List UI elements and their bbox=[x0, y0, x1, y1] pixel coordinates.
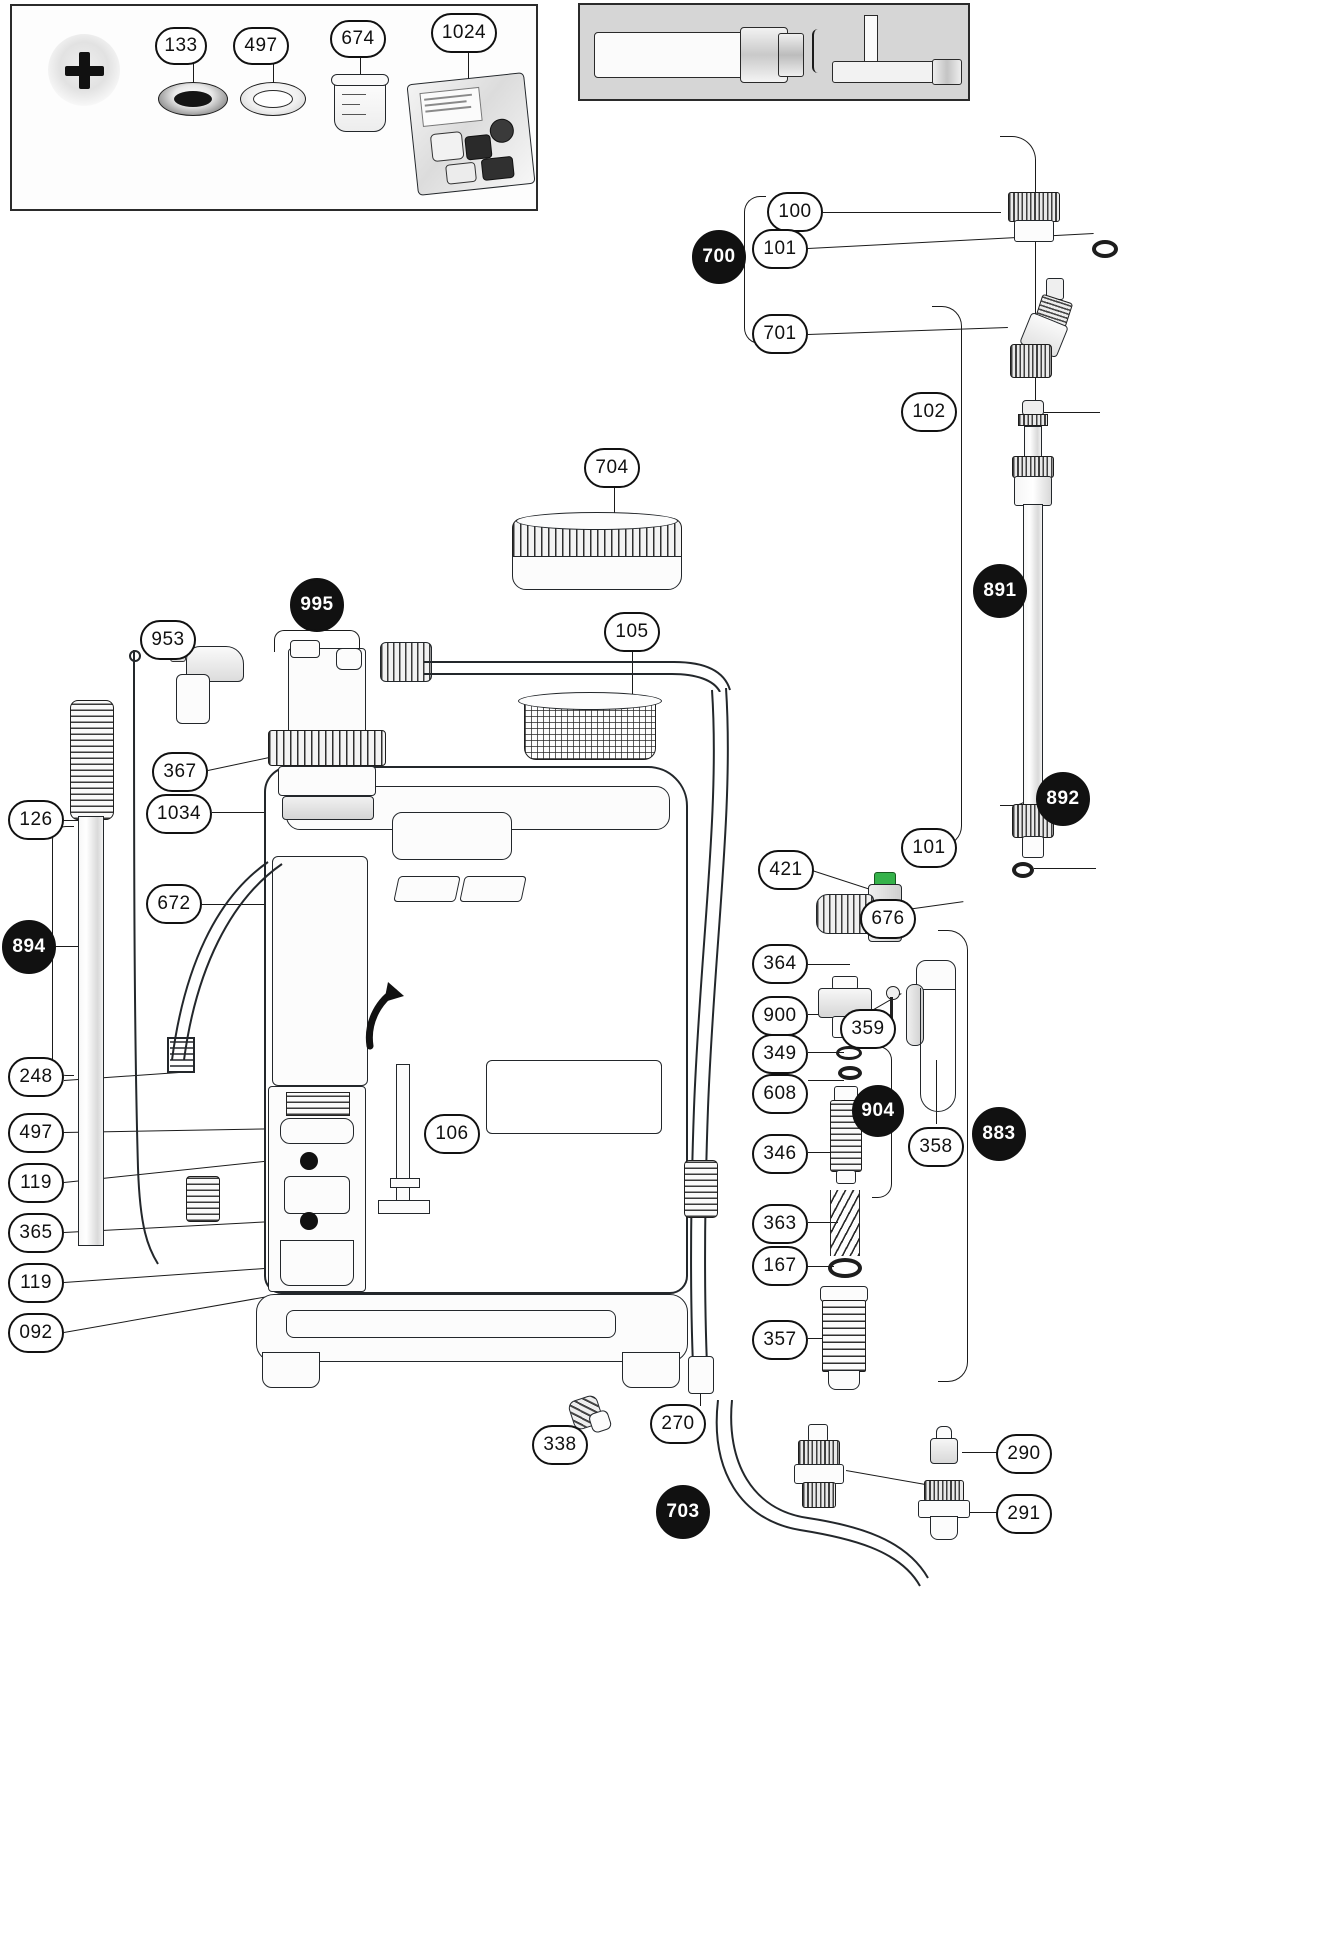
part-497-gasket bbox=[280, 1118, 354, 1144]
callout-700[interactable]: 700 bbox=[692, 230, 746, 284]
callout-674[interactable]: 674 bbox=[330, 20, 386, 58]
callout-363[interactable]: 363 bbox=[752, 1204, 808, 1244]
callout-365[interactable]: 365 bbox=[8, 1213, 64, 1253]
callout-101[interactable]: 101 bbox=[901, 828, 957, 868]
pump-collar-lower bbox=[282, 796, 374, 820]
part-358-trigger-handle bbox=[896, 960, 960, 1140]
part-100-nozzle bbox=[1008, 192, 1060, 244]
callout-105[interactable]: 105 bbox=[604, 612, 660, 652]
feed-hose-top bbox=[424, 652, 734, 692]
assembly-detail-inset bbox=[578, 3, 970, 101]
tank-label-2 bbox=[459, 876, 527, 902]
callout-349[interactable]: 349 bbox=[752, 1034, 808, 1074]
part-105-strainer-basket bbox=[518, 692, 662, 772]
part-119-ball-upper bbox=[300, 1152, 318, 1170]
callout-703[interactable]: 703 bbox=[656, 1485, 710, 1539]
callout-367[interactable]: 367 bbox=[152, 752, 208, 792]
lance-nut-detail bbox=[778, 33, 804, 77]
leader-364 bbox=[808, 964, 850, 965]
seal-ring-icon bbox=[158, 82, 228, 116]
leader-701 bbox=[808, 327, 1008, 335]
part-703-coupling bbox=[792, 1424, 846, 1510]
pump-rod-top bbox=[290, 640, 320, 658]
callout-359[interactable]: 359 bbox=[840, 1009, 896, 1049]
hose-sleeve bbox=[684, 1160, 718, 1218]
part-126-corrugated-hose bbox=[70, 700, 114, 820]
part-1034-collar bbox=[278, 766, 376, 796]
callout-676[interactable]: 676 bbox=[860, 899, 916, 939]
callout-270[interactable]: 270 bbox=[650, 1404, 706, 1444]
tank-panel bbox=[486, 1060, 662, 1134]
part-092-foot-valve bbox=[280, 1240, 354, 1286]
part-119-ball-lower bbox=[300, 1212, 318, 1230]
part-365-valve-seat bbox=[284, 1176, 350, 1214]
callout-900[interactable]: 900 bbox=[752, 996, 808, 1036]
part-126-hose-tube bbox=[78, 816, 104, 1246]
callout-904[interactable]: 904 bbox=[852, 1085, 904, 1137]
callout-101[interactable]: 101 bbox=[752, 229, 808, 269]
callout-100[interactable]: 100 bbox=[767, 192, 823, 232]
grip-detail bbox=[932, 59, 962, 85]
callout-338[interactable]: 338 bbox=[532, 1425, 588, 1465]
callout-995[interactable]: 995 bbox=[290, 578, 344, 632]
plus-icon bbox=[48, 34, 120, 106]
callout-290[interactable]: 290 bbox=[996, 1434, 1052, 1474]
tank-label-1 bbox=[393, 876, 461, 902]
callout-358[interactable]: 358 bbox=[908, 1127, 964, 1167]
part-363-spring bbox=[830, 1190, 860, 1256]
part-101-o-ring bbox=[1092, 240, 1118, 258]
callout-1034[interactable]: 1034 bbox=[146, 794, 212, 834]
main-delivery-hose bbox=[668, 688, 740, 1394]
pump-rod-knob bbox=[336, 648, 362, 670]
leader-100 bbox=[823, 212, 1001, 213]
callout-497[interactable]: 497 bbox=[233, 27, 289, 65]
callout-102[interactable]: 102 bbox=[901, 392, 957, 432]
flow-arrow-icon bbox=[360, 980, 410, 1050]
callout-421[interactable]: 421 bbox=[758, 850, 814, 890]
part-101-o-ring-lower bbox=[1012, 862, 1034, 878]
leader-092 bbox=[64, 1293, 287, 1334]
callout-291[interactable]: 291 bbox=[996, 1494, 1052, 1534]
leader-101-lower bbox=[1034, 868, 1096, 869]
callout-167[interactable]: 167 bbox=[752, 1246, 808, 1286]
callout-119[interactable]: 119 bbox=[8, 1263, 64, 1303]
callout-701[interactable]: 701 bbox=[752, 314, 808, 354]
gasket-ring-icon bbox=[240, 82, 306, 116]
part-357-filter-sleeve bbox=[816, 1286, 872, 1390]
callout-126[interactable]: 126 bbox=[8, 800, 64, 840]
callout-119[interactable]: 119 bbox=[8, 1163, 64, 1203]
part-701-angled-nozzle bbox=[1008, 278, 1082, 386]
measuring-cup-icon bbox=[332, 72, 390, 134]
callout-704[interactable]: 704 bbox=[584, 448, 640, 488]
part-703-hose-loop bbox=[700, 1400, 1030, 1940]
leader-608 bbox=[808, 1080, 844, 1081]
callout-1024[interactable]: 1024 bbox=[431, 13, 497, 53]
bracket-891 bbox=[932, 306, 962, 846]
callout-364[interactable]: 364 bbox=[752, 944, 808, 984]
callout-672[interactable]: 672 bbox=[146, 884, 202, 924]
part-126-hose-run bbox=[126, 648, 166, 1268]
tank-handle-recess bbox=[392, 812, 512, 860]
strap-buckle bbox=[186, 1176, 220, 1222]
part-291-fitting bbox=[918, 1480, 970, 1542]
callout-608[interactable]: 608 bbox=[752, 1074, 808, 1114]
callout-106[interactable]: 106 bbox=[424, 1114, 480, 1154]
part-608-o-ring bbox=[838, 1066, 862, 1080]
part-367-collar bbox=[268, 730, 386, 766]
callout-892[interactable]: 892 bbox=[1036, 772, 1090, 826]
callout-248[interactable]: 248 bbox=[8, 1057, 64, 1097]
callout-497[interactable]: 497 bbox=[8, 1113, 64, 1153]
part-704-tank-cap bbox=[512, 512, 682, 594]
callout-891[interactable]: 891 bbox=[973, 564, 1027, 618]
frame-foot-left bbox=[262, 1352, 320, 1388]
parts-bag-icon bbox=[406, 72, 535, 196]
callout-883[interactable]: 883 bbox=[972, 1107, 1026, 1161]
part-106-bracket bbox=[378, 1064, 436, 1234]
part-290-fitting bbox=[926, 1426, 962, 1466]
callout-357[interactable]: 357 bbox=[752, 1320, 808, 1360]
lance-tube-detail bbox=[594, 32, 746, 78]
part-270-fitting bbox=[688, 1356, 714, 1394]
callout-092[interactable]: 092 bbox=[8, 1313, 64, 1353]
frame-base-inner bbox=[286, 1310, 616, 1338]
callout-953[interactable]: 953 bbox=[140, 620, 196, 660]
part-167-o-ring bbox=[828, 1258, 862, 1278]
part-248-seal-stack bbox=[286, 1092, 350, 1116]
callout-133[interactable]: 133 bbox=[155, 27, 207, 65]
callout-894[interactable]: 894 bbox=[2, 920, 56, 974]
callout-346[interactable]: 346 bbox=[752, 1134, 808, 1174]
